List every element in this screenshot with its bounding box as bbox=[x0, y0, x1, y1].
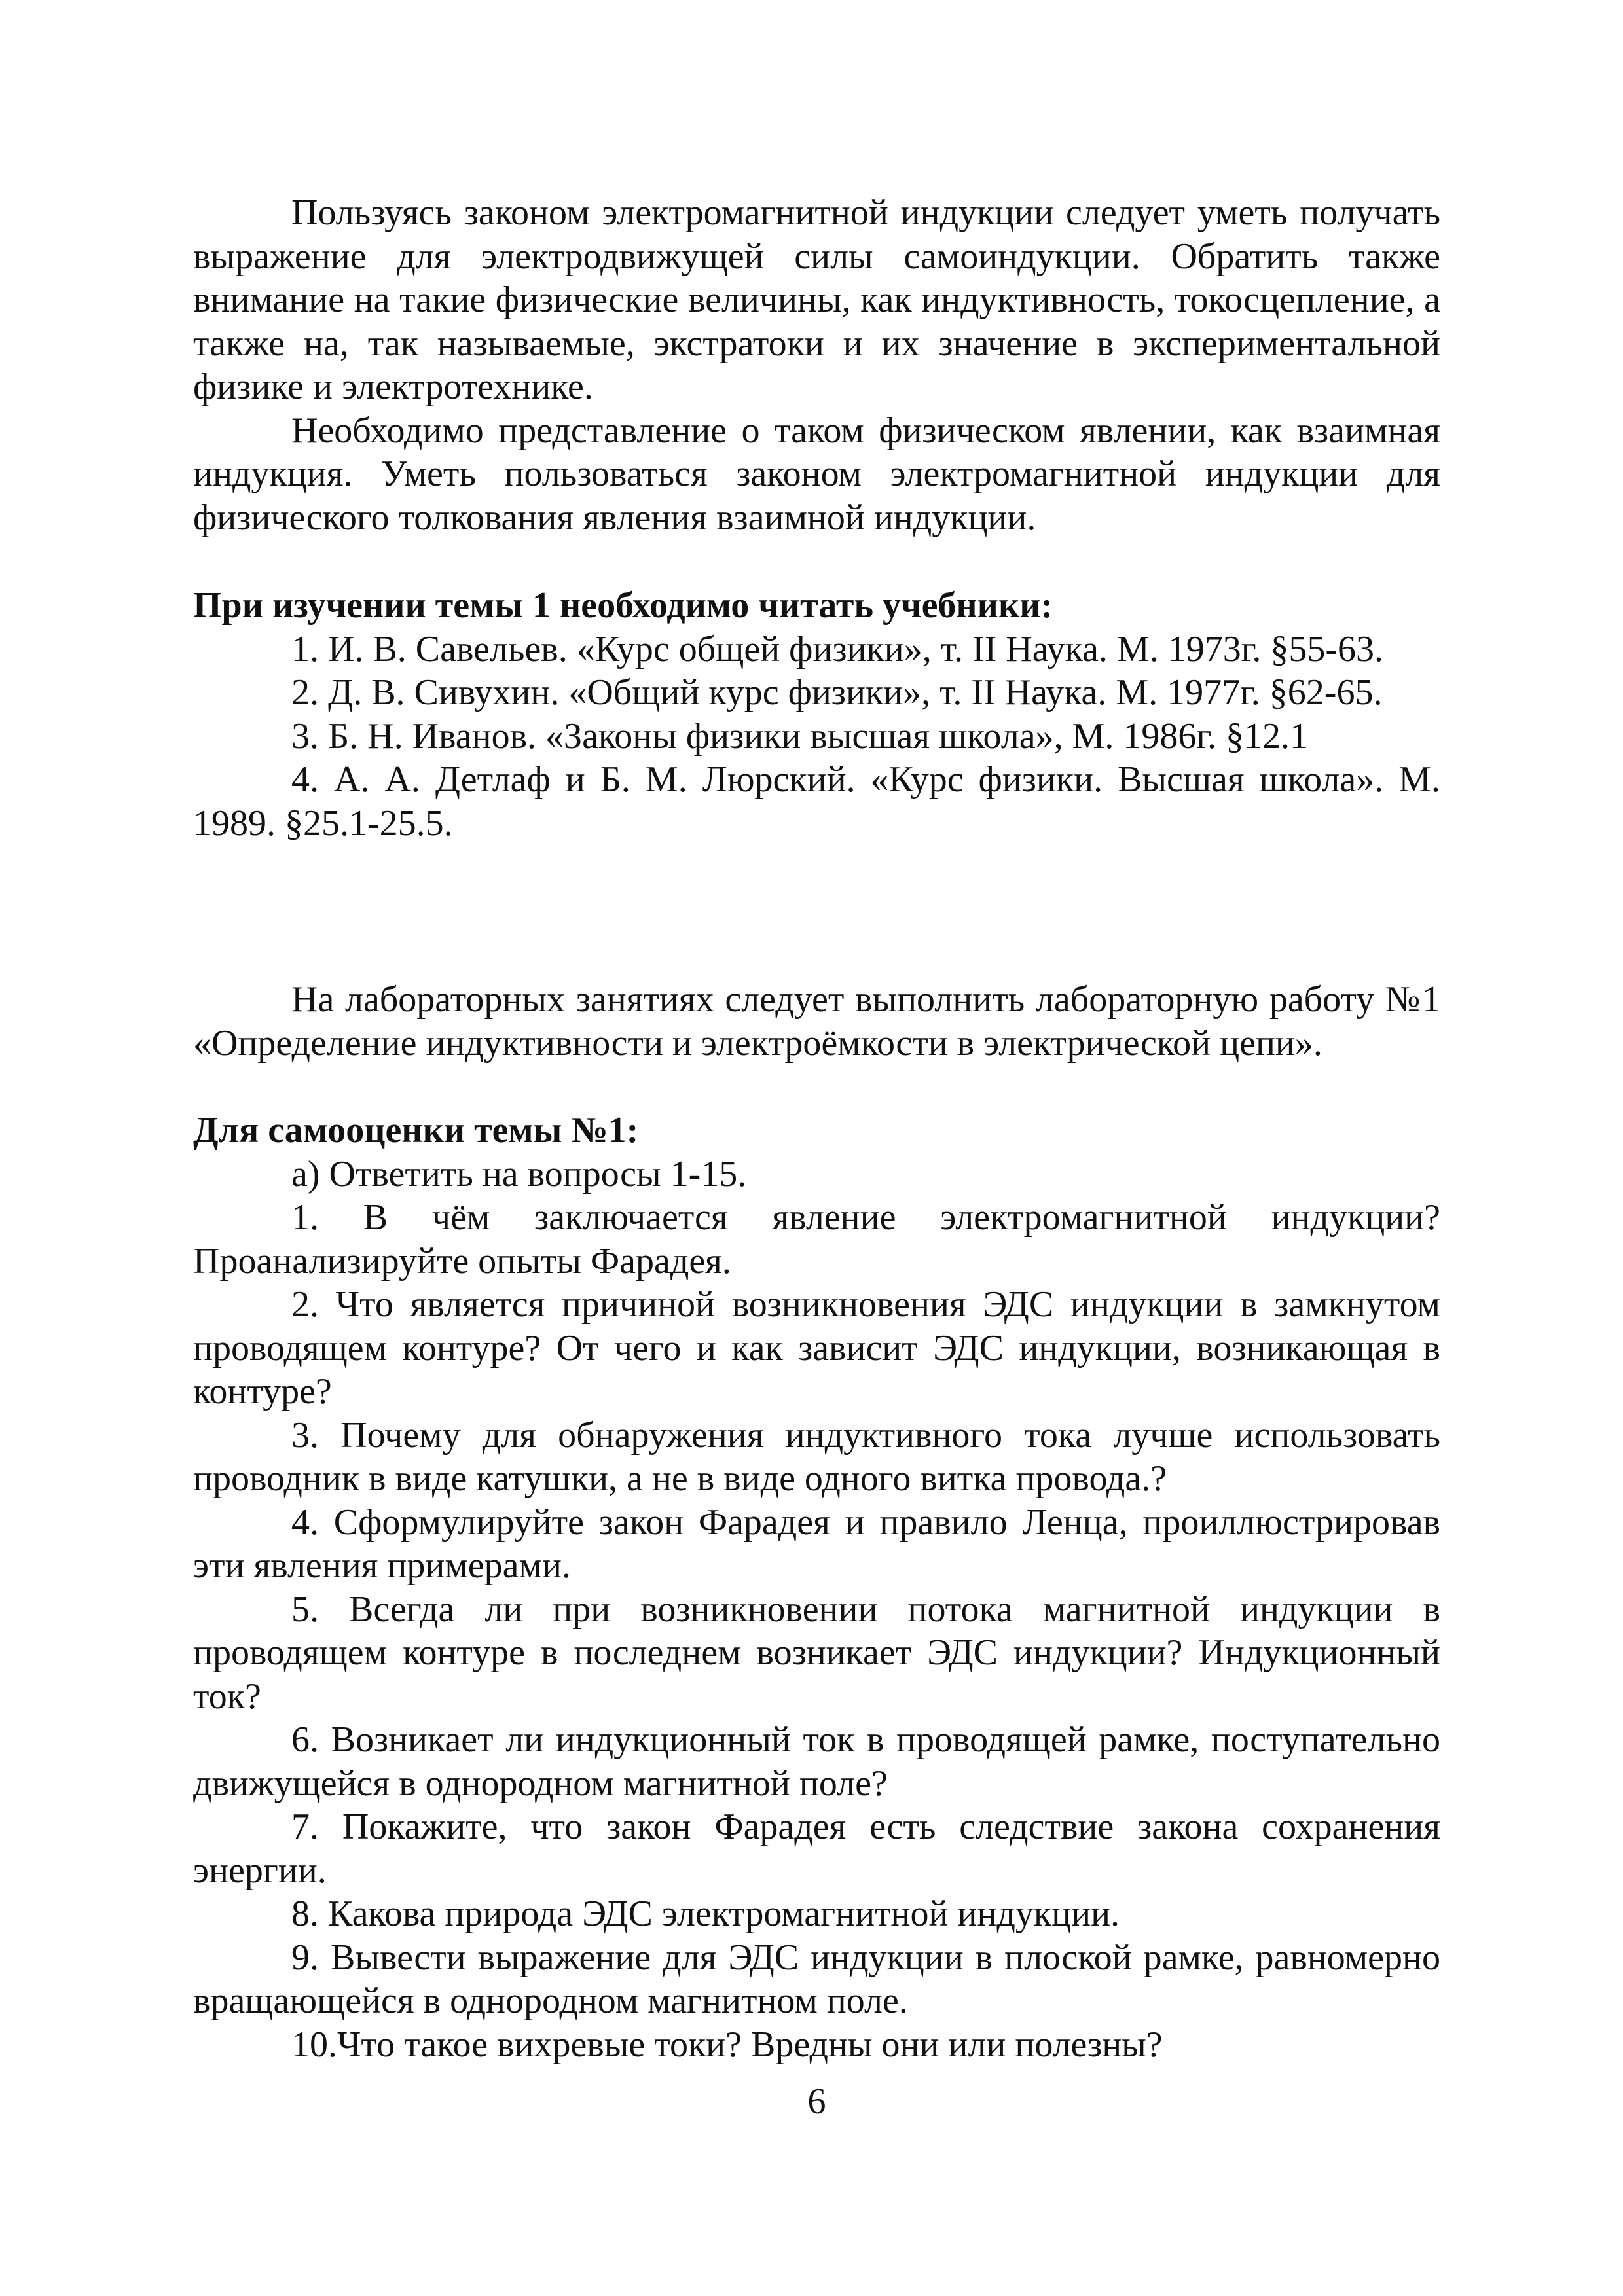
question-item: 1. В чём заключается явление электромагнитной индукции? Проанализируйте опыты Фарадея. bbox=[193, 1197, 1440, 1282]
selfcheck-subheading: а) Ответить на вопросы 1-15. bbox=[291, 1153, 747, 1194]
intro-paragraph-2: Необходимо представление о таком физическом явлении, как взаимная индукция. Уметь пользоваться законом электромагнитной индукции для физического толкования явления взаимной индукции. bbox=[193, 410, 1440, 538]
textbook-item: 2. Д. В. Сивухин. «Общий курс физики», т. II Наука. М. 1977г. §62-65. bbox=[291, 672, 1383, 713]
question-item: 3. Почему для обнаружения индуктивного тока лучше использовать проводник в виде катушки, а не в виде одного витка провода.? bbox=[193, 1414, 1440, 1499]
intro-section bbox=[193, 191, 1440, 539]
textbooks-section bbox=[193, 584, 1440, 845]
page-number: 6 bbox=[807, 2081, 826, 2122]
selfcheck-section bbox=[193, 1109, 1440, 2066]
selfcheck-heading: Для самооценки темы №1: bbox=[193, 1110, 639, 1151]
question-item: 9. Вывести выражение для ЭДС индукции в плоской рамке, равномерно вращающейся в однородном магнитном поле. bbox=[193, 1937, 1440, 2021]
question-item: 2. Что является причиной возникновения ЭДС индукции в замкнутом проводящем контуре? От чего и как зависит ЭДС индукции, возникающая в контуре? bbox=[193, 1284, 1440, 1412]
lab-section bbox=[193, 978, 1440, 1065]
question-item: 8. Какова природа ЭДС электромагнитной индукции. bbox=[291, 1893, 1120, 1934]
textbook-item: 1. И. В. Савельев. «Курс общей физики», т. II Наука. М. 1973г. §55-63. bbox=[291, 628, 1384, 670]
question-item: 7. Покажите, что закон Фарадея есть следствие закона сохранения энергии. bbox=[193, 1806, 1440, 1891]
lab-paragraph: На лабораторных занятиях следует выполнить лабораторную работу №1 «Определение индуктивности и электроёмкости в электрической цепи». bbox=[193, 979, 1440, 1064]
textbook-item: 4. А. А. Детлаф и Б. М. Люрский. «Курс физики. Высшая школа». М. 1989. §25.1-25.5. bbox=[193, 759, 1440, 844]
question-item: 5. Всегда ли при возникновении потока магнитной индукции в проводящем контуре в последнем возникает ЭДС индукции? Индукционный ток? bbox=[193, 1588, 1440, 1717]
question-item: 4. Сформулируйте закон Фарадея и правило Ленца, проиллюстрировав эти явления примерами. bbox=[193, 1501, 1440, 1586]
intro-paragraph-1: Пользуясь законом электромагнитной индукции следует уметь получать выражение для электродвижущей силы самоиндукции. Обратить также внимание на такие физические величины, как индуктивность, токосцепление, а также на, так называемые, экстратоки и их значение в экспериментальной физике и электротехнике. bbox=[193, 192, 1440, 407]
document-page bbox=[193, 0, 1440, 2296]
question-item: 6. Возникает ли индукционный ток в проводящей рамке, поступательно движущейся в однородном магнитной поле? bbox=[193, 1719, 1440, 1804]
textbooks-heading: При изучении темы 1 необходимо читать учебники: bbox=[193, 585, 1053, 626]
textbook-item: 3. Б. Н. Иванов. «Законы физики высшая школа», М. 1986г. §12.1 bbox=[291, 715, 1309, 757]
question-item: 10.Что такое вихревые токи? Вредны они или полезны? bbox=[291, 2024, 1163, 2065]
